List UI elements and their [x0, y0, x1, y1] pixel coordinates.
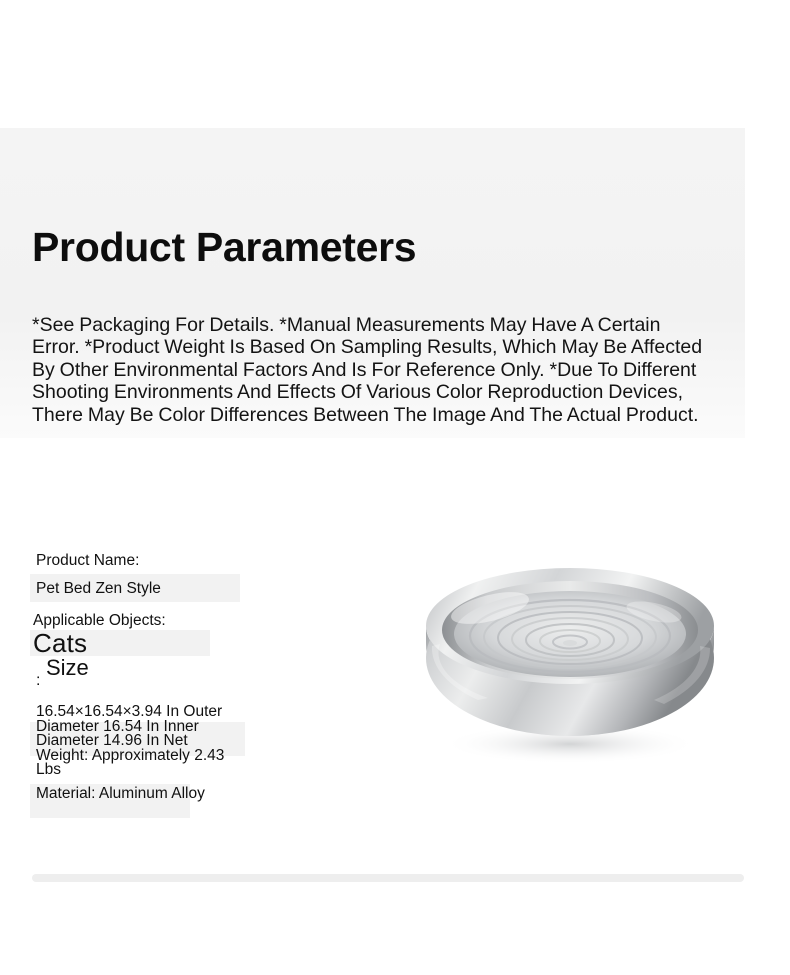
pet-bed-illustration [418, 548, 720, 768]
product-name-value: Pet Bed Zen Style [36, 580, 161, 597]
product-name-label: Product Name: [36, 552, 140, 569]
material-value: Material: Aluminum Alloy [36, 785, 205, 802]
disclaimer-text: *See Packaging For Details. *Manual Measurements May Have A Certain Error. *Product Weight Is Based On Sampling Results, Which May Be Affected By Other Environmental Factors And Is For Reference Only. *Due To Different Shooting Environments And Effects Of Various Color Reproduction Devices, There May Be Color Differences Between The Image And The Actual Product. [32, 313, 703, 426]
size-colon: : [36, 672, 41, 689]
applicable-objects-value: Cats [33, 628, 88, 658]
page-title: Product Parameters [32, 224, 417, 271]
size-label: Size [46, 655, 89, 680]
footer-divider [32, 874, 744, 882]
applicable-objects-label: Applicable Objects: [33, 612, 166, 629]
size-value: 16.54×16.54×3.94 In Outer Diameter 16.54 In Inner Diameter 14.96 In Net Weight: Approximately 2.43 Lbs [36, 703, 225, 778]
product-image [418, 548, 720, 768]
